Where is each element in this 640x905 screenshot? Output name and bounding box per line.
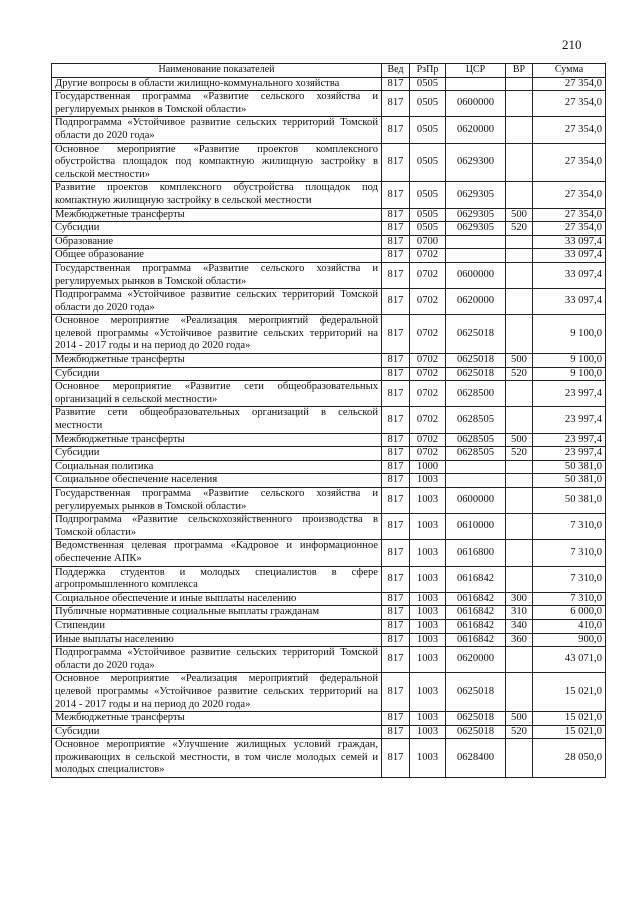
cell-sum: 6 000,0 — [533, 606, 606, 620]
cell-rzpr: 0700 — [410, 235, 446, 249]
cell-csr: 0629300 — [446, 143, 506, 182]
table-row — [52, 606, 606, 620]
header-name: Наименование показателей — [52, 64, 382, 78]
cell-name: Субсидии — [52, 367, 382, 381]
cell-csr: 0616842 — [446, 606, 506, 620]
cell-ved: 817 — [382, 91, 410, 117]
cell-rzpr: 0505 — [410, 91, 446, 117]
cell-rzpr: 1003 — [410, 474, 446, 488]
table-row — [52, 739, 606, 778]
cell-name: Подпрограмма «Устойчивое развитие сельских территорий Томской области до 2020 года» — [52, 647, 382, 673]
table-row — [52, 354, 606, 368]
cell-sum: 50 381,0 — [533, 488, 606, 514]
page-number: 210 — [562, 37, 582, 52]
cell-sum: 33 097,4 — [533, 289, 606, 315]
cell-name: Социальная политика — [52, 460, 382, 474]
cell-name: Подпрограмма «Устойчивое развитие сельских территорий Томской области до 2020 года» — [52, 289, 382, 315]
cell-rzpr: 1003 — [410, 712, 446, 726]
table-row — [52, 447, 606, 461]
table-row — [52, 91, 606, 117]
cell-rzpr: 0702 — [410, 262, 446, 288]
cell-rzpr: 0505 — [410, 208, 446, 222]
cell-rzpr: 0702 — [410, 381, 446, 407]
cell-ved: 817 — [382, 367, 410, 381]
cell-csr: 0616842 — [446, 619, 506, 633]
cell-rzpr: 1003 — [410, 619, 446, 633]
cell-rzpr: 0702 — [410, 367, 446, 381]
cell-ved: 817 — [382, 407, 410, 433]
cell-rzpr: 1003 — [410, 592, 446, 606]
cell-rzpr: 0702 — [410, 447, 446, 461]
cell-rzpr: 0505 — [410, 117, 446, 143]
table-row — [52, 488, 606, 514]
cell-vr — [506, 235, 533, 249]
cell-ved: 817 — [382, 315, 410, 354]
table-row — [52, 725, 606, 739]
cell-ved: 817 — [382, 725, 410, 739]
cell-ved: 817 — [382, 712, 410, 726]
cell-vr — [506, 647, 533, 673]
cell-sum: 7 310,0 — [533, 566, 606, 592]
cell-vr — [506, 673, 533, 712]
table-header-row — [52, 64, 606, 78]
cell-name: Основное мероприятие «Реализация мероприятий федеральной целевой программы «Устойчивое развитие сельских территорий на 2014 - 2017 годы и на период до 2020 года» — [52, 673, 382, 712]
table-row — [52, 235, 606, 249]
cell-ved: 817 — [382, 460, 410, 474]
cell-csr — [446, 460, 506, 474]
cell-rzpr: 1003 — [410, 725, 446, 739]
cell-ved: 817 — [382, 208, 410, 222]
cell-sum: 50 381,0 — [533, 474, 606, 488]
cell-name: Подпрограмма «Устойчивое развитие сельских территорий Томской области до 2020 года» — [52, 117, 382, 143]
cell-name: Государственная программа «Развитие сельского хозяйства и регулируемых рынков в Томской области» — [52, 91, 382, 117]
cell-sum: 33 097,4 — [533, 235, 606, 249]
cell-vr: 520 — [506, 367, 533, 381]
cell-rzpr: 0505 — [410, 182, 446, 208]
cell-ved: 817 — [382, 474, 410, 488]
cell-sum: 27 354,0 — [533, 182, 606, 208]
cell-rzpr: 0702 — [410, 289, 446, 315]
cell-name: Основное мероприятие «Развитие проектов комплексного обустройства площадок под компактную жилищную застройку в сельской местности» — [52, 143, 382, 182]
cell-vr — [506, 739, 533, 778]
cell-ved: 817 — [382, 488, 410, 514]
cell-name: Субсидии — [52, 447, 382, 461]
cell-csr: 0620000 — [446, 117, 506, 143]
cell-sum: 27 354,0 — [533, 208, 606, 222]
cell-vr — [506, 514, 533, 540]
table-row — [52, 619, 606, 633]
cell-name: Ведомственная целевая программа «Кадровое и информационное обеспечение АПК» — [52, 540, 382, 566]
header-ved: Вед — [382, 64, 410, 78]
cell-name: Основное мероприятие «Развитие сети общеобразовательных организаций в сельской местности» — [52, 381, 382, 407]
cell-ved: 817 — [382, 633, 410, 647]
cell-csr: 0620000 — [446, 647, 506, 673]
cell-sum: 15 021,0 — [533, 673, 606, 712]
cell-sum: 27 354,0 — [533, 77, 606, 91]
cell-name: Основное мероприятие «Реализация мероприятий федеральной целевой программы «Устойчивое развитие сельских территорий на 2014 - 2017 годы и на период до 2020 года» — [52, 315, 382, 354]
cell-name: Межбюджетные трансферты — [52, 712, 382, 726]
cell-name: Поддержка студентов и молодых специалистов в сфере агропромышленного комплекса — [52, 566, 382, 592]
cell-sum: 900,0 — [533, 633, 606, 647]
cell-name: Другие вопросы в области жилищно-коммунального хозяйства — [52, 77, 382, 91]
cell-rzpr: 1003 — [410, 673, 446, 712]
cell-vr: 520 — [506, 222, 533, 236]
table-row — [52, 712, 606, 726]
cell-rzpr: 0702 — [410, 249, 446, 263]
table-row — [52, 433, 606, 447]
cell-vr — [506, 77, 533, 91]
cell-vr — [506, 381, 533, 407]
cell-csr: 0629305 — [446, 222, 506, 236]
cell-name: Межбюджетные трансферты — [52, 354, 382, 368]
cell-csr — [446, 77, 506, 91]
cell-vr — [506, 262, 533, 288]
cell-ved: 817 — [382, 77, 410, 91]
cell-ved: 817 — [382, 262, 410, 288]
cell-csr: 0628500 — [446, 381, 506, 407]
cell-name: Межбюджетные трансферты — [52, 208, 382, 222]
cell-csr: 0628505 — [446, 433, 506, 447]
table-row — [52, 407, 606, 433]
cell-vr — [506, 289, 533, 315]
cell-csr: 0600000 — [446, 91, 506, 117]
cell-vr — [506, 460, 533, 474]
table-row — [52, 117, 606, 143]
cell-sum: 33 097,4 — [533, 262, 606, 288]
cell-name: Субсидии — [52, 222, 382, 236]
cell-sum: 9 100,0 — [533, 315, 606, 354]
cell-sum: 27 354,0 — [533, 91, 606, 117]
table-row — [52, 77, 606, 91]
cell-vr — [506, 407, 533, 433]
cell-vr — [506, 182, 533, 208]
cell-name: Образование — [52, 235, 382, 249]
cell-vr: 500 — [506, 433, 533, 447]
table-body — [52, 77, 606, 777]
cell-rzpr: 0505 — [410, 77, 446, 91]
cell-vr — [506, 143, 533, 182]
cell-name: Развитие сети общеобразовательных организаций в сельской местности — [52, 407, 382, 433]
cell-ved: 817 — [382, 235, 410, 249]
table-row — [52, 540, 606, 566]
table-row — [52, 592, 606, 606]
cell-rzpr: 0702 — [410, 354, 446, 368]
cell-csr: 0600000 — [446, 262, 506, 288]
cell-sum: 23 997,4 — [533, 433, 606, 447]
cell-csr: 0625018 — [446, 315, 506, 354]
cell-csr: 0620000 — [446, 289, 506, 315]
cell-name: Основное мероприятие «Улучшение жилищных условий граждан, проживающих в сельской местности, в том числе молодых семей и молодых специалистов» — [52, 739, 382, 778]
cell-vr — [506, 488, 533, 514]
cell-vr: 310 — [506, 606, 533, 620]
cell-vr: 520 — [506, 725, 533, 739]
cell-ved: 817 — [382, 673, 410, 712]
cell-name: Государственная программа «Развитие сельского хозяйства и регулируемых рынков в Томской области» — [52, 488, 382, 514]
cell-ved: 817 — [382, 447, 410, 461]
cell-vr: 500 — [506, 354, 533, 368]
cell-csr: 0629305 — [446, 208, 506, 222]
cell-vr — [506, 540, 533, 566]
cell-vr — [506, 566, 533, 592]
table-row — [52, 460, 606, 474]
cell-csr: 0628505 — [446, 447, 506, 461]
cell-sum: 9 100,0 — [533, 367, 606, 381]
cell-csr: 0616842 — [446, 566, 506, 592]
cell-vr: 500 — [506, 712, 533, 726]
cell-sum: 27 354,0 — [533, 222, 606, 236]
cell-csr: 0625018 — [446, 354, 506, 368]
cell-csr: 0616842 — [446, 633, 506, 647]
cell-rzpr: 1003 — [410, 633, 446, 647]
table-row — [52, 289, 606, 315]
cell-csr: 0616842 — [446, 592, 506, 606]
cell-rzpr: 0505 — [410, 222, 446, 236]
cell-name: Развитие проектов комплексного обустройства площадок под компактную жилищную застройку в сельской местности — [52, 182, 382, 208]
cell-sum: 410,0 — [533, 619, 606, 633]
cell-csr — [446, 249, 506, 263]
cell-sum: 23 997,4 — [533, 407, 606, 433]
table-row — [52, 182, 606, 208]
cell-ved: 817 — [382, 249, 410, 263]
cell-sum: 23 997,4 — [533, 447, 606, 461]
cell-ved: 817 — [382, 289, 410, 315]
cell-ved: 817 — [382, 566, 410, 592]
budget-table — [51, 63, 606, 778]
cell-ved: 817 — [382, 540, 410, 566]
table-row — [52, 633, 606, 647]
cell-vr: 500 — [506, 208, 533, 222]
cell-ved: 817 — [382, 433, 410, 447]
table-row — [52, 474, 606, 488]
cell-rzpr: 1003 — [410, 606, 446, 620]
cell-vr: 360 — [506, 633, 533, 647]
table-row — [52, 222, 606, 236]
cell-vr — [506, 474, 533, 488]
cell-rzpr: 1003 — [410, 540, 446, 566]
cell-rzpr: 0702 — [410, 407, 446, 433]
table-row — [52, 143, 606, 182]
cell-vr — [506, 91, 533, 117]
cell-ved: 817 — [382, 739, 410, 778]
cell-rzpr: 1000 — [410, 460, 446, 474]
cell-csr: 0600000 — [446, 488, 506, 514]
cell-name: Стипендии — [52, 619, 382, 633]
cell-sum: 7 310,0 — [533, 592, 606, 606]
cell-rzpr: 0702 — [410, 433, 446, 447]
cell-rzpr: 1003 — [410, 647, 446, 673]
cell-csr: 0628505 — [446, 407, 506, 433]
cell-ved: 817 — [382, 182, 410, 208]
cell-ved: 817 — [382, 647, 410, 673]
header-sum: Сумма — [533, 64, 606, 78]
cell-sum: 28 050,0 — [533, 739, 606, 778]
header-rzpr: РзПр — [410, 64, 446, 78]
cell-name: Подпрограмма «Развитие сельскохозяйственного производства в Томской области» — [52, 514, 382, 540]
cell-csr: 0625018 — [446, 367, 506, 381]
cell-name: Субсидии — [52, 725, 382, 739]
cell-name: Социальное обеспечение населения — [52, 474, 382, 488]
cell-name: Иные выплаты населению — [52, 633, 382, 647]
cell-rzpr: 0505 — [410, 143, 446, 182]
cell-csr — [446, 474, 506, 488]
table-row — [52, 315, 606, 354]
cell-sum: 7 310,0 — [533, 540, 606, 566]
cell-rzpr: 1003 — [410, 739, 446, 778]
cell-ved: 817 — [382, 222, 410, 236]
cell-name: Межбюджетные трансферты — [52, 433, 382, 447]
cell-sum: 33 097,4 — [533, 249, 606, 263]
table-row — [52, 647, 606, 673]
cell-name: Государственная программа «Развитие сельского хозяйства и регулируемых рынков в Томской области» — [52, 262, 382, 288]
cell-sum: 15 021,0 — [533, 725, 606, 739]
cell-csr: 0629305 — [446, 182, 506, 208]
cell-ved: 817 — [382, 143, 410, 182]
cell-rzpr: 0702 — [410, 315, 446, 354]
table-row — [52, 514, 606, 540]
cell-csr — [446, 235, 506, 249]
cell-sum: 27 354,0 — [533, 143, 606, 182]
cell-rzpr: 1003 — [410, 566, 446, 592]
cell-rzpr: 1003 — [410, 514, 446, 540]
cell-vr — [506, 315, 533, 354]
cell-csr: 0616800 — [446, 540, 506, 566]
cell-name: Социальное обеспечение и иные выплаты населению — [52, 592, 382, 606]
cell-name: Публичные нормативные социальные выплаты гражданам — [52, 606, 382, 620]
cell-sum: 23 997,4 — [533, 381, 606, 407]
cell-sum: 9 100,0 — [533, 354, 606, 368]
cell-sum: 27 354,0 — [533, 117, 606, 143]
table-row — [52, 367, 606, 381]
cell-name: Общее образование — [52, 249, 382, 263]
table-row — [52, 673, 606, 712]
cell-vr: 520 — [506, 447, 533, 461]
cell-ved: 817 — [382, 592, 410, 606]
cell-vr: 300 — [506, 592, 533, 606]
table-row — [52, 566, 606, 592]
cell-ved: 817 — [382, 514, 410, 540]
cell-sum: 43 071,0 — [533, 647, 606, 673]
cell-csr: 0625018 — [446, 712, 506, 726]
cell-ved: 817 — [382, 606, 410, 620]
cell-ved: 817 — [382, 354, 410, 368]
cell-csr: 0625018 — [446, 673, 506, 712]
table-row — [52, 262, 606, 288]
cell-vr: 340 — [506, 619, 533, 633]
cell-ved: 817 — [382, 117, 410, 143]
cell-ved: 817 — [382, 619, 410, 633]
cell-sum: 50 381,0 — [533, 460, 606, 474]
cell-ved: 817 — [382, 381, 410, 407]
table-row — [52, 208, 606, 222]
cell-csr: 0625018 — [446, 725, 506, 739]
header-csr: ЦСР — [446, 64, 506, 78]
cell-csr: 0610000 — [446, 514, 506, 540]
cell-vr — [506, 249, 533, 263]
cell-vr — [506, 117, 533, 143]
cell-csr: 0628400 — [446, 739, 506, 778]
cell-sum: 7 310,0 — [533, 514, 606, 540]
cell-sum: 15 021,0 — [533, 712, 606, 726]
table-row — [52, 249, 606, 263]
header-vr: ВР — [506, 64, 533, 78]
cell-rzpr: 1003 — [410, 488, 446, 514]
table-row — [52, 381, 606, 407]
